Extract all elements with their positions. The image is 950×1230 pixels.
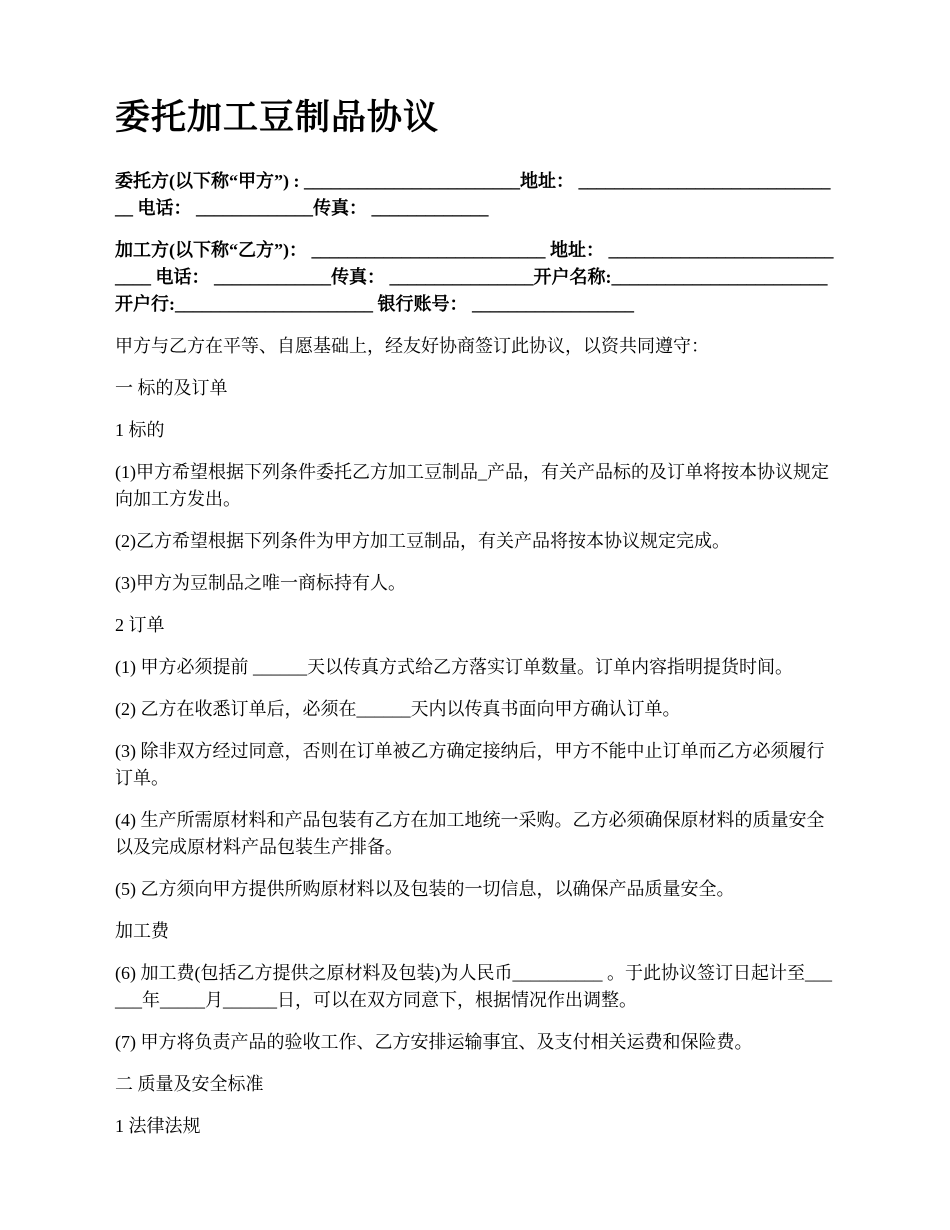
document-title: 委托加工豆制品协议	[115, 98, 440, 138]
clause-orders-item-1: (1) 甲方必须提前 ______天以传真方式给乙方落实订单数量。订单内容指明提货时间。	[115, 657, 793, 678]
party-b-info-line: 加工方(以下称“乙方”)： __________________________ 地址： _____________________________ 电话： _____________传真： ________________开户名称:________________________ 开户行:______________________ 银行账号： __________________	[115, 240, 834, 315]
clause-heading-subject: 1 标的	[115, 420, 165, 441]
document-body	[115, 168, 838, 1140]
clause-heading-laws: 1 法律法规	[115, 1116, 201, 1137]
section-1-heading: 一 标的及订单	[115, 378, 228, 399]
clause-fee-item-6: (6) 加工费(包括乙方提供之原材料及包装)为人民币__________ 。于此协议签订日起计至______年_____月______日，可以在双方同意下，根据情况作出调整。	[115, 963, 832, 1011]
section-2-heading: 二 质量及安全标准	[115, 1074, 264, 1095]
clause-subject-item-3: (3)甲方为豆制品之唯一商标持有人。	[115, 573, 406, 594]
clause-fee-item-7: (7) 甲方将负责产品的验收工作、乙方安排运输事宜、及支付相关运费和保险费。	[115, 1032, 753, 1053]
preamble-paragraph: 甲方与乙方在平等、自愿基础上，经友好协商签订此协议，以资共同遵守：	[115, 336, 709, 357]
processing-fee-heading: 加工费	[115, 921, 169, 942]
party-a-info-line: 委托方(以下称“甲方”) : ________________________地址： ______________________________ 电话： _____________传真： _____________	[115, 171, 831, 219]
clause-orders-item-3: (3) 除非双方经过同意，否则在订单被乙方确定接纳后，甲方不能中止订单而乙方必须履行订单。	[115, 741, 825, 789]
clause-orders-item-2: (2) 乙方在收悉订单后，必须在______天内以传真书面向甲方确认订单。	[115, 699, 681, 720]
clause-subject-item-1: (1)甲方希望根据下列条件委托乙方加工豆制品_产品，有关产品标的及订单将按本协议规定向加工方发出。	[115, 462, 829, 510]
clause-subject-item-2: (2)乙方希望根据下列条件为甲方加工豆制品，有关产品将按本协议规定完成。	[115, 531, 730, 552]
clause-heading-orders: 2 订单	[115, 615, 165, 636]
clause-orders-item-5: (5) 乙方须向甲方提供所购原材料以及包装的一切信息，以确保产品质量安全。	[115, 879, 735, 900]
clause-orders-item-4: (4) 生产所需原材料和产品包装有乙方在加工地统一采购。乙方必须确保原材料的质量安全以及完成原材料产品包装生产排备。	[115, 810, 825, 858]
